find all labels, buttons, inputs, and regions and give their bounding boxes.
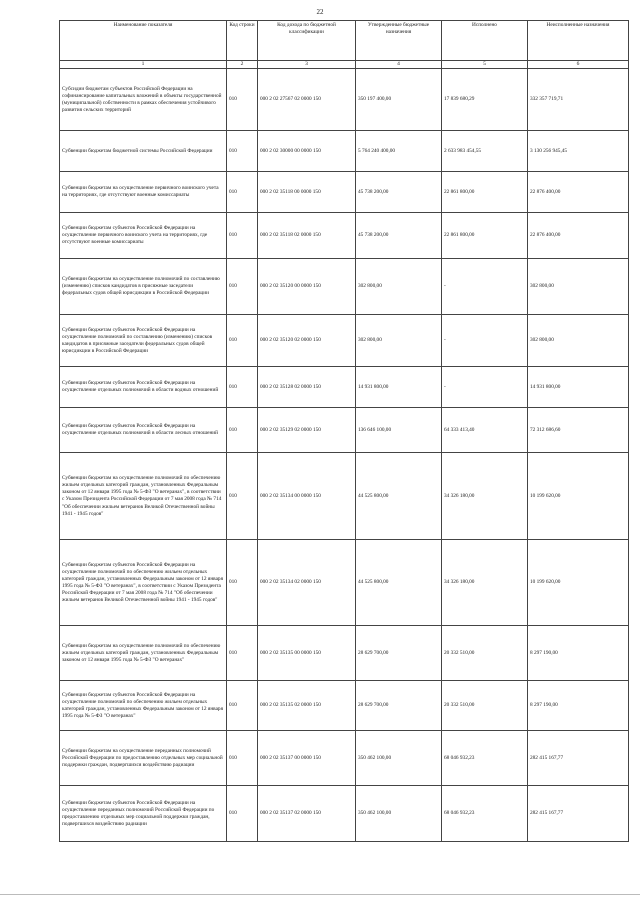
column-number: 2 — [227, 61, 258, 69]
column-number: 1 — [60, 61, 227, 69]
row-income-code: 000 2 02 35137 00 0000 150 — [258, 731, 356, 786]
row-executed: 34 326 180,00 — [442, 540, 528, 626]
row-name: Субсидии бюджетам субъектов Российской Федерации на софинансирование капитальных вложений в объекты государственной (муниципальной) собственности в рамках обеспечения устойчивого развития сельских территорий — [60, 69, 227, 131]
row-line-code: 010 — [227, 681, 258, 731]
row-income-code: 000 2 02 35120 00 0000 150 — [258, 259, 356, 315]
page-number: 22 — [316, 8, 324, 16]
row-name: Субвенции бюджетам субъектов Российской Федерации на осуществление отдельных полномочий в области водных отношений — [60, 367, 227, 408]
header-remaining: Неисполненные назначения — [528, 21, 629, 61]
row-name: Субвенции бюджетам субъектов Российской Федерации на осуществление полномочий по обеспечению жильем отдельных категорий граждан, установленных Федеральным законом от 12 января 1995 года № 5-ФЗ "О ветеранах" — [60, 681, 227, 731]
column-number: 4 — [356, 61, 442, 69]
row-executed: 68 046 932,23 — [442, 786, 528, 842]
row-approved: 5 764 240 400,00 — [356, 131, 442, 172]
table-row — [60, 408, 629, 453]
table-row — [60, 626, 629, 681]
row-approved: 302 800,00 — [356, 259, 442, 315]
row-income-code: 000 2 02 35120 02 0000 150 — [258, 315, 356, 367]
row-remaining: 282 415 167,77 — [528, 786, 629, 842]
table-row — [60, 131, 629, 172]
row-income-code: 000 2 02 35135 02 0000 150 — [258, 681, 356, 731]
row-remaining: 302 800,00 — [528, 315, 629, 367]
row-line-code: 010 — [227, 540, 258, 626]
row-name: Субвенции бюджетам субъектов Российской Федерации на осуществление полномочий по составлению (изменению) списков кандидатов в присяжные заседатели федеральных судов общей юрисдикции в Российской Федерации — [60, 315, 227, 367]
table-row — [60, 786, 629, 842]
row-remaining: 332 357 719,71 — [528, 69, 629, 131]
row-executed: 22 861 800,00 — [442, 172, 528, 213]
table-row — [60, 69, 629, 131]
row-line-code: 010 — [227, 408, 258, 453]
header-executed: Исполнено — [442, 21, 528, 61]
table-row — [60, 172, 629, 213]
row-line-code: 010 — [227, 731, 258, 786]
row-remaining: 22 876 400,00 — [528, 172, 629, 213]
row-executed: 17 839 680,29 — [442, 69, 528, 131]
table-row — [60, 259, 629, 315]
page-bottom-rule — [0, 894, 640, 895]
row-remaining: 10 199 620,00 — [528, 453, 629, 540]
row-name: Субвенции бюджетам субъектов Российской Федерации на осуществление отдельных полномочий в области лесных отношений — [60, 408, 227, 453]
row-approved: 28 629 700,00 — [356, 626, 442, 681]
header-row — [60, 21, 629, 61]
header-income-code: Код дохода по бюджетной классификации — [258, 21, 356, 61]
row-approved: 14 931 800,00 — [356, 367, 442, 408]
column-number-row — [60, 61, 629, 69]
row-executed: 20 332 510,00 — [442, 626, 528, 681]
row-remaining: 8 297 190,00 — [528, 626, 629, 681]
row-remaining: 302 800,00 — [528, 259, 629, 315]
table-row — [60, 453, 629, 540]
row-income-code: 000 2 02 35134 02 0000 150 — [258, 540, 356, 626]
row-executed: 22 861 800,00 — [442, 213, 528, 259]
row-executed: - — [442, 367, 528, 408]
row-approved: 136 646 100,00 — [356, 408, 442, 453]
row-income-code: 000 2 02 30000 00 0000 150 — [258, 131, 356, 172]
row-line-code: 010 — [227, 69, 258, 131]
column-number: 5 — [442, 61, 528, 69]
row-remaining: 14 931 800,00 — [528, 367, 629, 408]
header-name: Наименование показателя — [60, 21, 227, 61]
row-line-code: 010 — [227, 213, 258, 259]
row-name: Субвенции бюджетам субъектов Российской Федерации на осуществление полномочий по обеспечению жильем отдельных категорий граждан, установленных Федеральным законом от 12 января 1995 года № 5-ФЗ "О ветеранах", в соответствии с Указом Президента Российской Федерации от 7 мая 2008 года № 714 "Об обеспечении жильем ветеранов Великой Отечественной войны 1941 - 1945 годов" — [60, 540, 227, 626]
row-executed: 2 633 983 454,55 — [442, 131, 528, 172]
row-approved: 28 629 700,00 — [356, 681, 442, 731]
row-executed: - — [442, 315, 528, 367]
row-executed: 64 333 413,40 — [442, 408, 528, 453]
row-line-code: 010 — [227, 367, 258, 408]
row-line-code: 010 — [227, 315, 258, 367]
row-name: Субвенции бюджетам субъектов Российской Федерации на осуществление первичного воинского учета на территориях, где отсутствуют военные комиссариаты — [60, 213, 227, 259]
row-executed: 68 046 932,23 — [442, 731, 528, 786]
row-remaining: 10 199 620,00 — [528, 540, 629, 626]
row-name: Субвенции бюджетам на осуществление полномочий по обеспечению жильем отдельных категорий граждан, установленных Федеральным законом от 12 января 1995 года № 5-ФЗ "О ветеранах" — [60, 626, 227, 681]
row-line-code: 010 — [227, 259, 258, 315]
row-approved: 45 738 200,00 — [356, 213, 442, 259]
header-approved: Утвержденные бюджетные назначения — [356, 21, 442, 61]
table-row — [60, 540, 629, 626]
row-approved: 350 462 100,00 — [356, 731, 442, 786]
header-line-code: Код строки — [227, 21, 258, 61]
row-executed: - — [442, 259, 528, 315]
row-income-code: 000 2 02 35128 02 0000 150 — [258, 367, 356, 408]
row-income-code: 000 2 02 35118 02 0000 150 — [258, 213, 356, 259]
budget-report-table — [59, 20, 629, 842]
row-income-code: 000 2 02 35134 00 0000 150 — [258, 453, 356, 540]
column-number: 6 — [528, 61, 629, 69]
row-approved: 44 525 800,00 — [356, 453, 442, 540]
row-approved: 44 525 800,00 — [356, 540, 442, 626]
row-line-code: 010 — [227, 172, 258, 213]
row-income-code: 000 2 02 35137 02 0000 150 — [258, 786, 356, 842]
row-line-code: 010 — [227, 453, 258, 540]
row-income-code: 000 2 02 35118 00 0000 150 — [258, 172, 356, 213]
row-remaining: 8 297 190,00 — [528, 681, 629, 731]
row-approved: 350 197 400,00 — [356, 69, 442, 131]
row-approved: 302 800,00 — [356, 315, 442, 367]
row-approved: 45 738 200,00 — [356, 172, 442, 213]
row-name: Субвенции бюджетам субъектов Российской Федерации на осуществление переданных полномочий Российской Федерации по предоставлению отдельных мер социальной поддержки граждан, подвергшихся воздействию радиации — [60, 786, 227, 842]
row-remaining: 3 130 256 945,45 — [528, 131, 629, 172]
table-row — [60, 213, 629, 259]
row-name: Субвенции бюджетам на осуществление полномочий по составлению (изменению) списков кандидатов в присяжные заседатели федеральных судов общей юрисдикции в Российской Федерации — [60, 259, 227, 315]
row-name: Субвенции бюджетам бюджетной системы Российской Федерации — [60, 131, 227, 172]
row-name: Субвенции бюджетам на осуществление переданных полномочий Российской Федерации по предоставлению отдельных мер социальной поддержки граждан, подвергшихся воздействию радиации — [60, 731, 227, 786]
row-executed: 34 326 180,00 — [442, 453, 528, 540]
table-row — [60, 367, 629, 408]
row-executed: 20 332 510,00 — [442, 681, 528, 731]
table-row — [60, 315, 629, 367]
row-income-code: 000 2 02 35129 02 0000 150 — [258, 408, 356, 453]
row-name: Субвенции бюджетам на осуществление первичного воинского учета на территориях, где отсутствуют военные комиссариаты — [60, 172, 227, 213]
row-approved: 350 462 100,00 — [356, 786, 442, 842]
row-line-code: 010 — [227, 626, 258, 681]
row-remaining: 282 415 167,77 — [528, 731, 629, 786]
column-number: 3 — [258, 61, 356, 69]
row-line-code: 010 — [227, 786, 258, 842]
table-row — [60, 681, 629, 731]
row-line-code: 010 — [227, 131, 258, 172]
row-remaining: 22 876 400,00 — [528, 213, 629, 259]
row-income-code: 000 2 02 27567 02 0000 150 — [258, 69, 356, 131]
row-remaining: 72 312 686,60 — [528, 408, 629, 453]
table-row — [60, 731, 629, 786]
row-name: Субвенции бюджетам на осуществление полномочий по обеспечению жильем отдельных категорий граждан, установленных Федеральным законом от 12 января 1995 года № 5-ФЗ "О ветеранах", в соответствии с Указом Президента Российской Федерации от 7 мая 2008 года № 714 "Об обеспечении жильем ветеранов Великой Отечественной войны 1941 - 1945 годов" — [60, 453, 227, 540]
row-income-code: 000 2 02 35135 00 0000 150 — [258, 626, 356, 681]
